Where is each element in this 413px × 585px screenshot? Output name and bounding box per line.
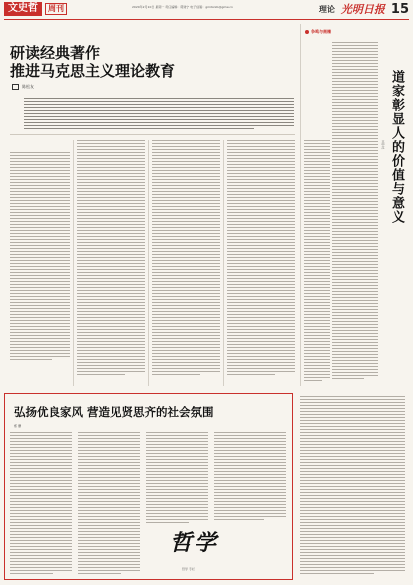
- pen-icon: [12, 84, 19, 90]
- second-article-byline: 郑 珊: [14, 424, 21, 428]
- second-article-headline: 弘扬优良家风 营造见贤思齐的社会氛围: [14, 405, 214, 419]
- lead-col-4: [227, 140, 295, 377]
- right-column-tag: [305, 29, 331, 35]
- lead-headline: [10, 44, 240, 80]
- masthead-rule: [4, 19, 409, 20]
- lead-headline-line1: 研读经典著作: [10, 44, 101, 62]
- lead-col-1: [10, 152, 70, 362]
- right-lower-text: [300, 396, 405, 576]
- lead-headline-line2: 推进马克思主义理论教育: [10, 62, 176, 80]
- right-column-author: 王中江: [381, 140, 385, 149]
- column-rule: [73, 140, 74, 386]
- masthead-info: 2020年2月10日 星期一 责任编辑：郭建宁 电子信箱：gmrbzxb@gmw.cn: [132, 5, 233, 9]
- lead-intro-text: [24, 98, 294, 131]
- theory-tag: 理论: [318, 4, 335, 14]
- column-rule: [148, 140, 149, 386]
- section-label: [4, 2, 67, 16]
- lead-col-3: [152, 140, 220, 377]
- column-rule: [223, 140, 224, 386]
- seal-text: 哲学: [170, 530, 219, 556]
- philosophy-seal: [170, 526, 240, 564]
- paper-name-logo: 光明日报: [340, 3, 385, 16]
- right-col-text-2: [304, 140, 330, 383]
- second-col-2: [78, 432, 140, 576]
- lead-col-2: [77, 140, 145, 377]
- lead-author: 陈松友: [22, 84, 34, 89]
- seal-caption: 哲学 专栏: [182, 567, 195, 571]
- bullet-icon: [305, 30, 309, 34]
- right-column-rule: [300, 24, 301, 386]
- lead-byline: [12, 84, 34, 90]
- second-col-3: [146, 432, 208, 525]
- masthead: [0, 0, 413, 19]
- page-number: 15: [390, 1, 409, 17]
- masthead-right: [319, 1, 409, 17]
- second-col-1: [10, 432, 72, 576]
- right-tag-label: 争鸣与商権: [311, 29, 331, 34]
- weekly-badge: 周刊: [45, 3, 67, 15]
- section-name: 文史哲: [4, 2, 42, 16]
- right-col-text-1: [332, 42, 378, 381]
- right-column-title: 道家彰显人的价值与意义: [389, 70, 404, 224]
- intro-divider: [10, 134, 295, 135]
- second-col-4: [214, 432, 286, 522]
